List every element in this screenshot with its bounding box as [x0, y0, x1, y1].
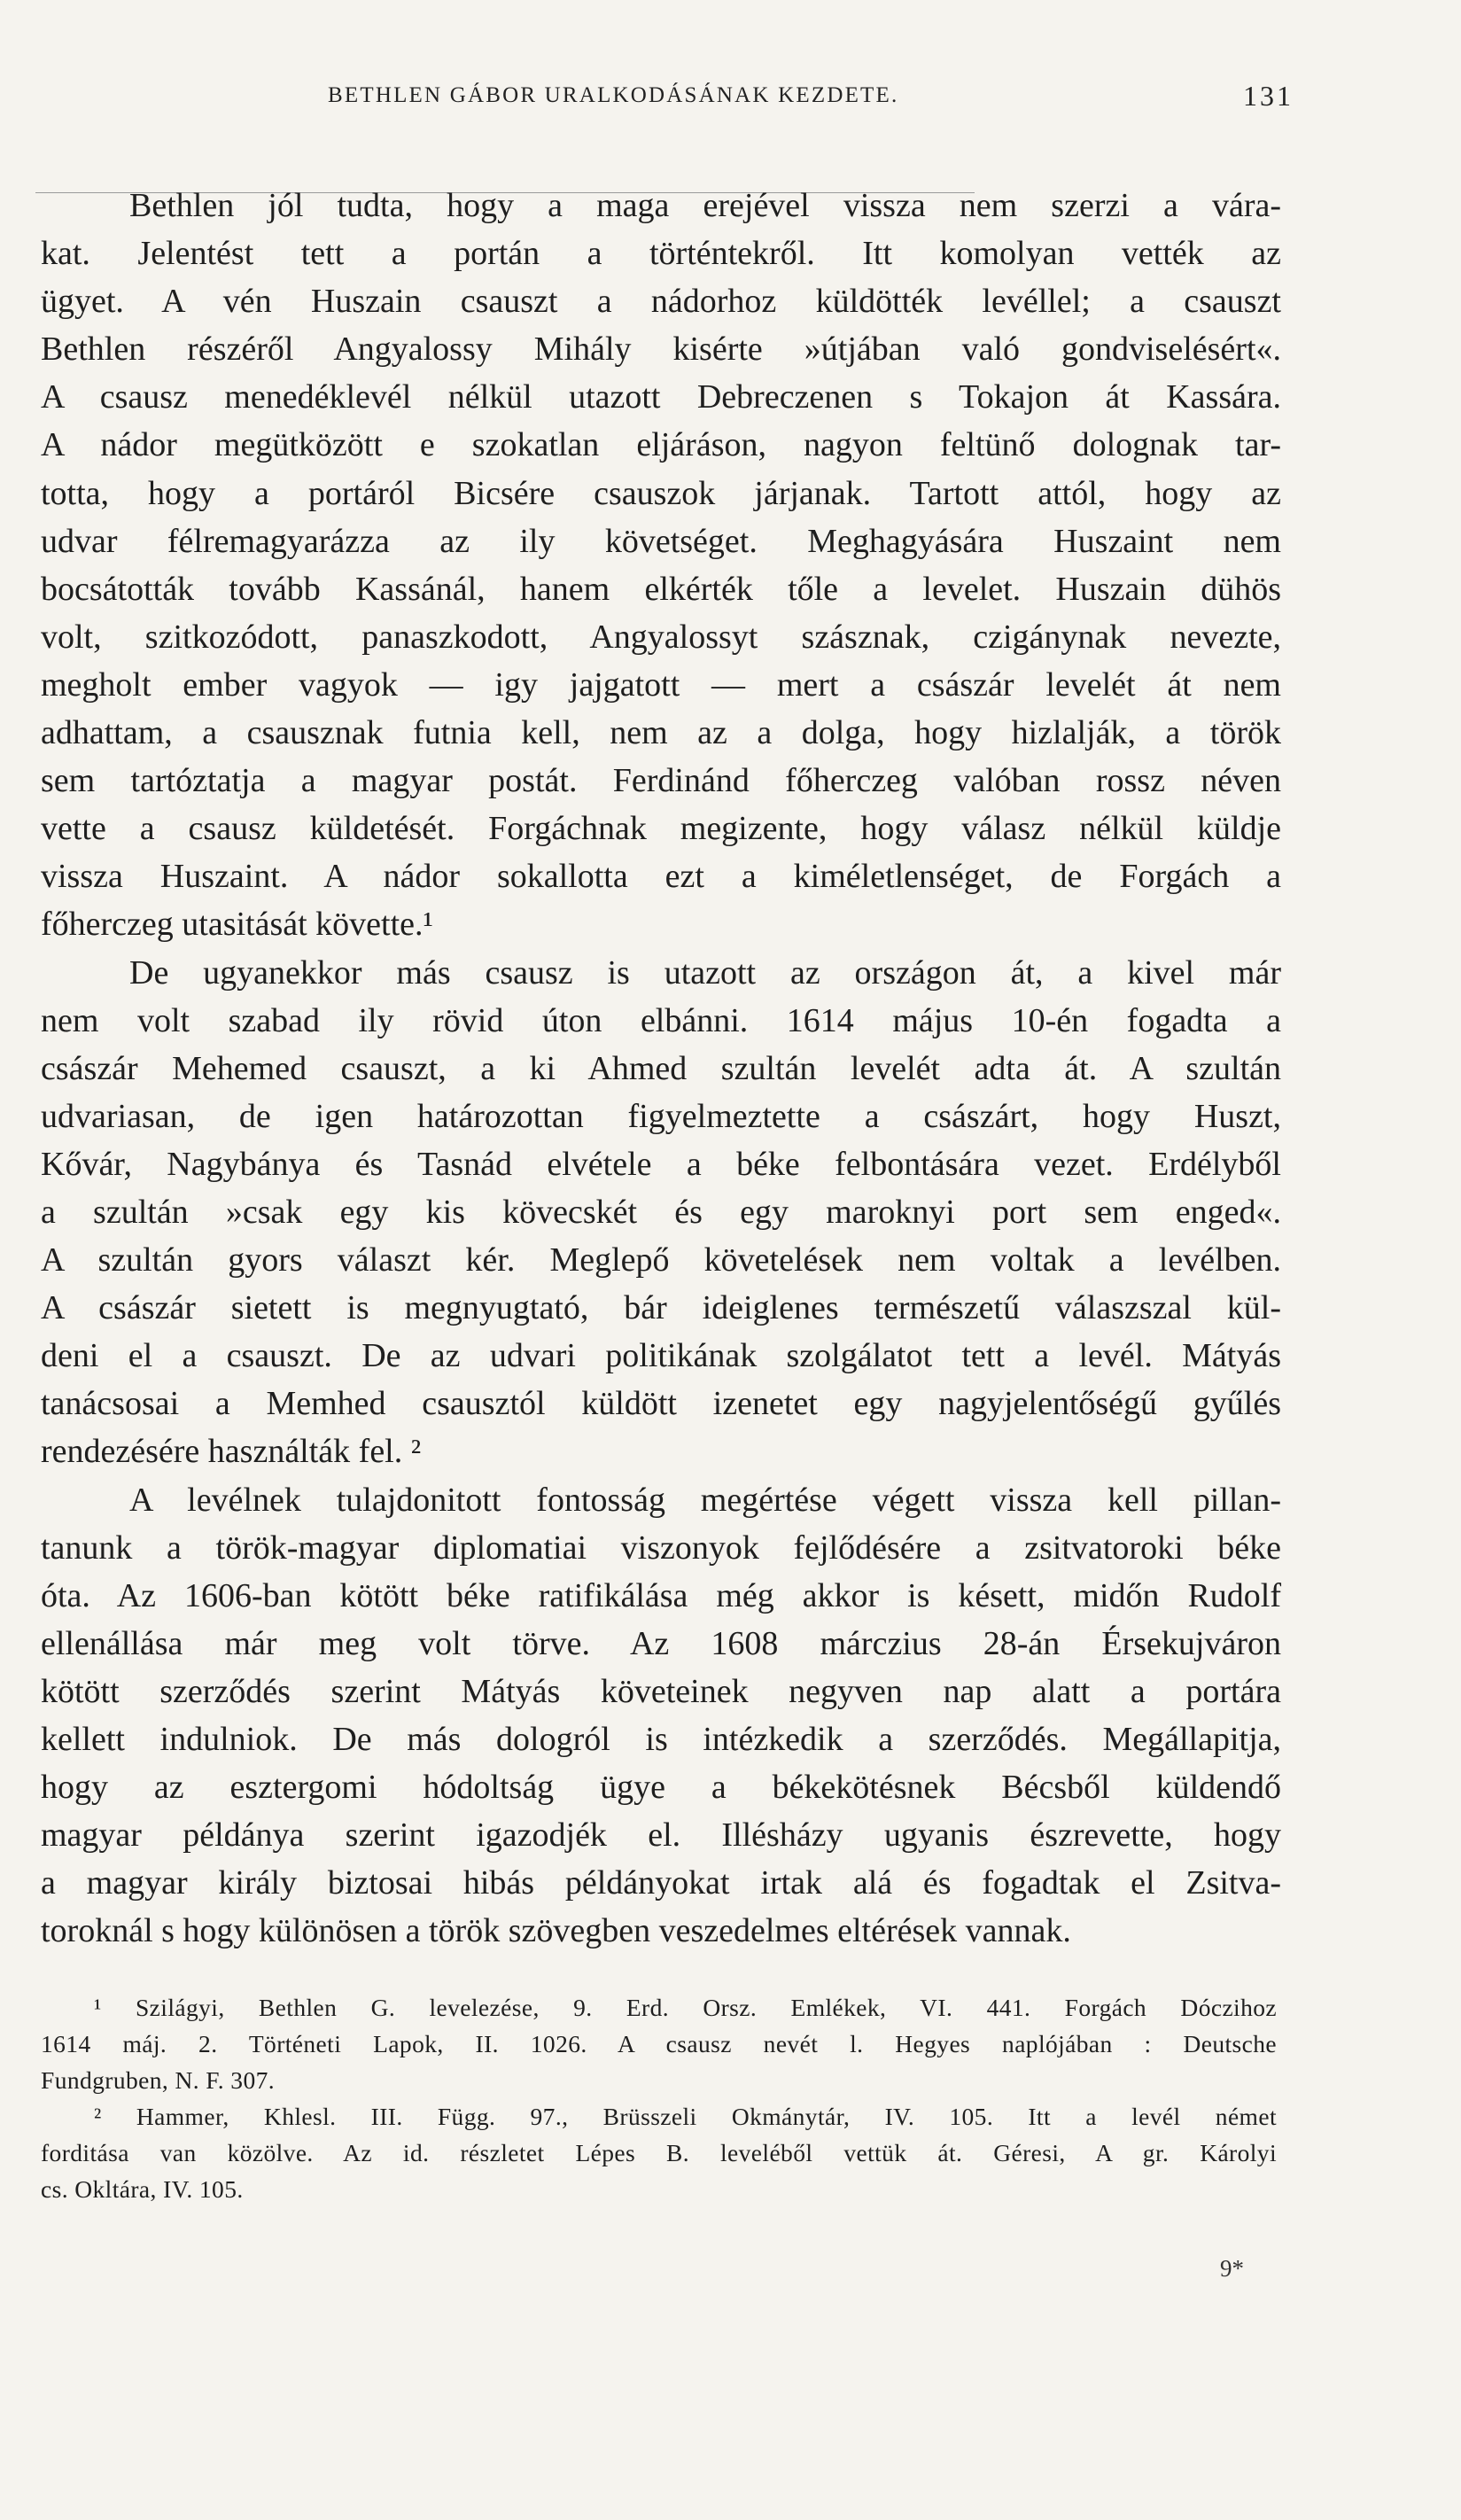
text-line: adhattam, a csausznak futnia kell, nem az a dolga, hogy hizlalják, a török [41, 714, 1281, 752]
text-line: a magyar király biztosai hibás példányokat irtak alá és fogadtak el Zsitva- [41, 1864, 1281, 1902]
text-line: kat. Jelentést tett a portán a történtekről. Itt komolyan vették az [41, 235, 1281, 273]
body-text [41, 182, 1281, 1955]
text-line: sem tartóztatja a magyar postát. Ferdinánd főherczeg valóban rossz néven [41, 762, 1281, 800]
text-line: Bethlen jól tudta, hogy a maga erejével vissza nem szerzi a vára- [129, 187, 1281, 224]
text-line: deni el a csauszt. De az udvari politikának szolgálatot tett a levél. Mátyás [41, 1337, 1281, 1375]
text-line: nem volt szabad ily rövid úton elbánni. 1614 május 10-én fogadta a [41, 1001, 1281, 1039]
text-line: A levélnek tulajdonitott fontosság megértése végett vissza kell pillan- [129, 1481, 1281, 1519]
footnotes [41, 1989, 1277, 2207]
text-line: bocsátották tovább Kassánál, hanem elkérték tőle a levelet. Huszain dühös [41, 570, 1281, 608]
text-line: Kővár, Nagybánya és Tasnád elvétele a béke felbontására vezet. Erdélyből [41, 1145, 1281, 1183]
text-line: kellett indulniok. De más dologról is intézkedik a szerződés. Megállapitja, [41, 1721, 1281, 1758]
footnote-line: ² Hammer, Khlesl. III. Függ. 97., Brüsszeli Okmánytár, IV. 105. Itt a levél német [94, 2103, 1277, 2130]
footnote-line: Fundgruben, N. F. 307. [41, 2066, 276, 2094]
text-line: udvariasan, de igen határozottan figyelmeztette a császárt, hogy Huszt, [41, 1097, 1281, 1135]
running-head [35, 73, 1294, 117]
footnote-line: cs. Okltára, IV. 105. [41, 2175, 244, 2203]
text-line: A szultán gyors választ kér. Meglepő követelések nem voltak a levélben. [41, 1241, 1281, 1279]
text-line: udvar félremagyarázza az ily követséget. Meghagyására Huszaint nem [41, 522, 1281, 560]
footnote-line: 1614 máj. 2. Történeti Lapok, II. 1026. A csausz nevét l. Hegyes naplójában : Deutsche [41, 2030, 1277, 2057]
text-line: hogy az esztergomi hódoltság ügye a békekötésnek Bécsből küldendő [41, 1769, 1281, 1807]
page-number: 131 [1243, 80, 1294, 112]
text-line: toroknál s hogy különösen a török szövegben veszedelmes eltérések vannak. [41, 1912, 1071, 1950]
text-line: főherczeg utasitását követte.¹ [41, 906, 433, 944]
text-line: császár Mehemed csauszt, a ki Ahmed szultán levelét adta át. A szultán [41, 1049, 1281, 1087]
text-line: A nádor megütközött e szokatlan eljáráson, nagyon feltünő dolognak tar- [41, 426, 1281, 464]
text-line: vissza Huszaint. A nádor sokallotta ezt a kiméletlenséget, de Forgách a [41, 858, 1281, 896]
footnote-line: forditása van közölve. Az id. részletet Lépes B. leveléből vettük át. Géresi, A gr. Károlyi [41, 2139, 1277, 2166]
text-line: vette a csausz küldetését. Forgáchnak megizente, hogy válasz nélkül küldje [41, 810, 1281, 848]
footnote-line: ¹ Szilágyi, Bethlen G. levelezése, 9. Erd. Orsz. Emlékek, VI. 441. Forgách Dóczihoz [94, 1994, 1277, 2021]
text-line: a szultán »csak egy kis kövecskét és egy maroknyi port sem enged«. [41, 1193, 1281, 1231]
text-line: A császár sietett is megnyugtató, bár ideiglenes természetű válaszszal kül- [41, 1289, 1281, 1327]
text-line: tanunk a török-magyar diplomatiai viszonyok fejlődésére a zsitvatoroki béke [41, 1528, 1281, 1567]
text-line: ellenállása már meg volt törve. Az 1608 márczius 28-án Érsekujváron [41, 1624, 1281, 1662]
text-line: rendezésére használták fel. ² [41, 1433, 422, 1471]
running-title: BETHLEN GÁBOR URALKODÁSÁNAK KEZDETE. [328, 83, 899, 107]
text-line: De ugyanekkor más csausz is utazott az országon át, a kivel már [129, 953, 1281, 992]
signature-mark: 9* [1220, 2255, 1244, 2282]
text-line: volt, szitkozódott, panaszkodott, Angyalossyt szásznak, czigánynak nevezte, [41, 618, 1281, 656]
text-line: kötött szerződés szerint Mátyás követeinek negyven nap alatt a portára [41, 1672, 1281, 1710]
text-line: ügyet. A vén Huszain csauszt a nádorhoz küldötték levéllel; a csauszt [41, 283, 1281, 321]
text-line: Bethlen részéről Angyalossy Mihály kisérte »útjában való gondviselésért«. [41, 331, 1281, 369]
text-line: A csausz menedéklevél nélkül utazott Debreczenen s Tokajon át Kassára. [41, 378, 1281, 416]
text-line: totta, hogy a portáról Bicsére csauszok járjanak. Tartott attól, hogy az [41, 474, 1281, 512]
text-line: magyar példánya szerint igazodjék el. Illésházy ugyanis észrevette, hogy [41, 1816, 1281, 1855]
text-line: óta. Az 1606-ban kötött béke ratifikálása még akkor is késett, midőn Rudolf [41, 1576, 1281, 1614]
text-line: tanácsosai a Memhed csausztól küldött izenetet egy nagyjelentőségű gyűlés [41, 1385, 1281, 1423]
text-line: megholt ember vagyok — igy jajgatott — mert a császár levelét át nem [41, 665, 1281, 704]
